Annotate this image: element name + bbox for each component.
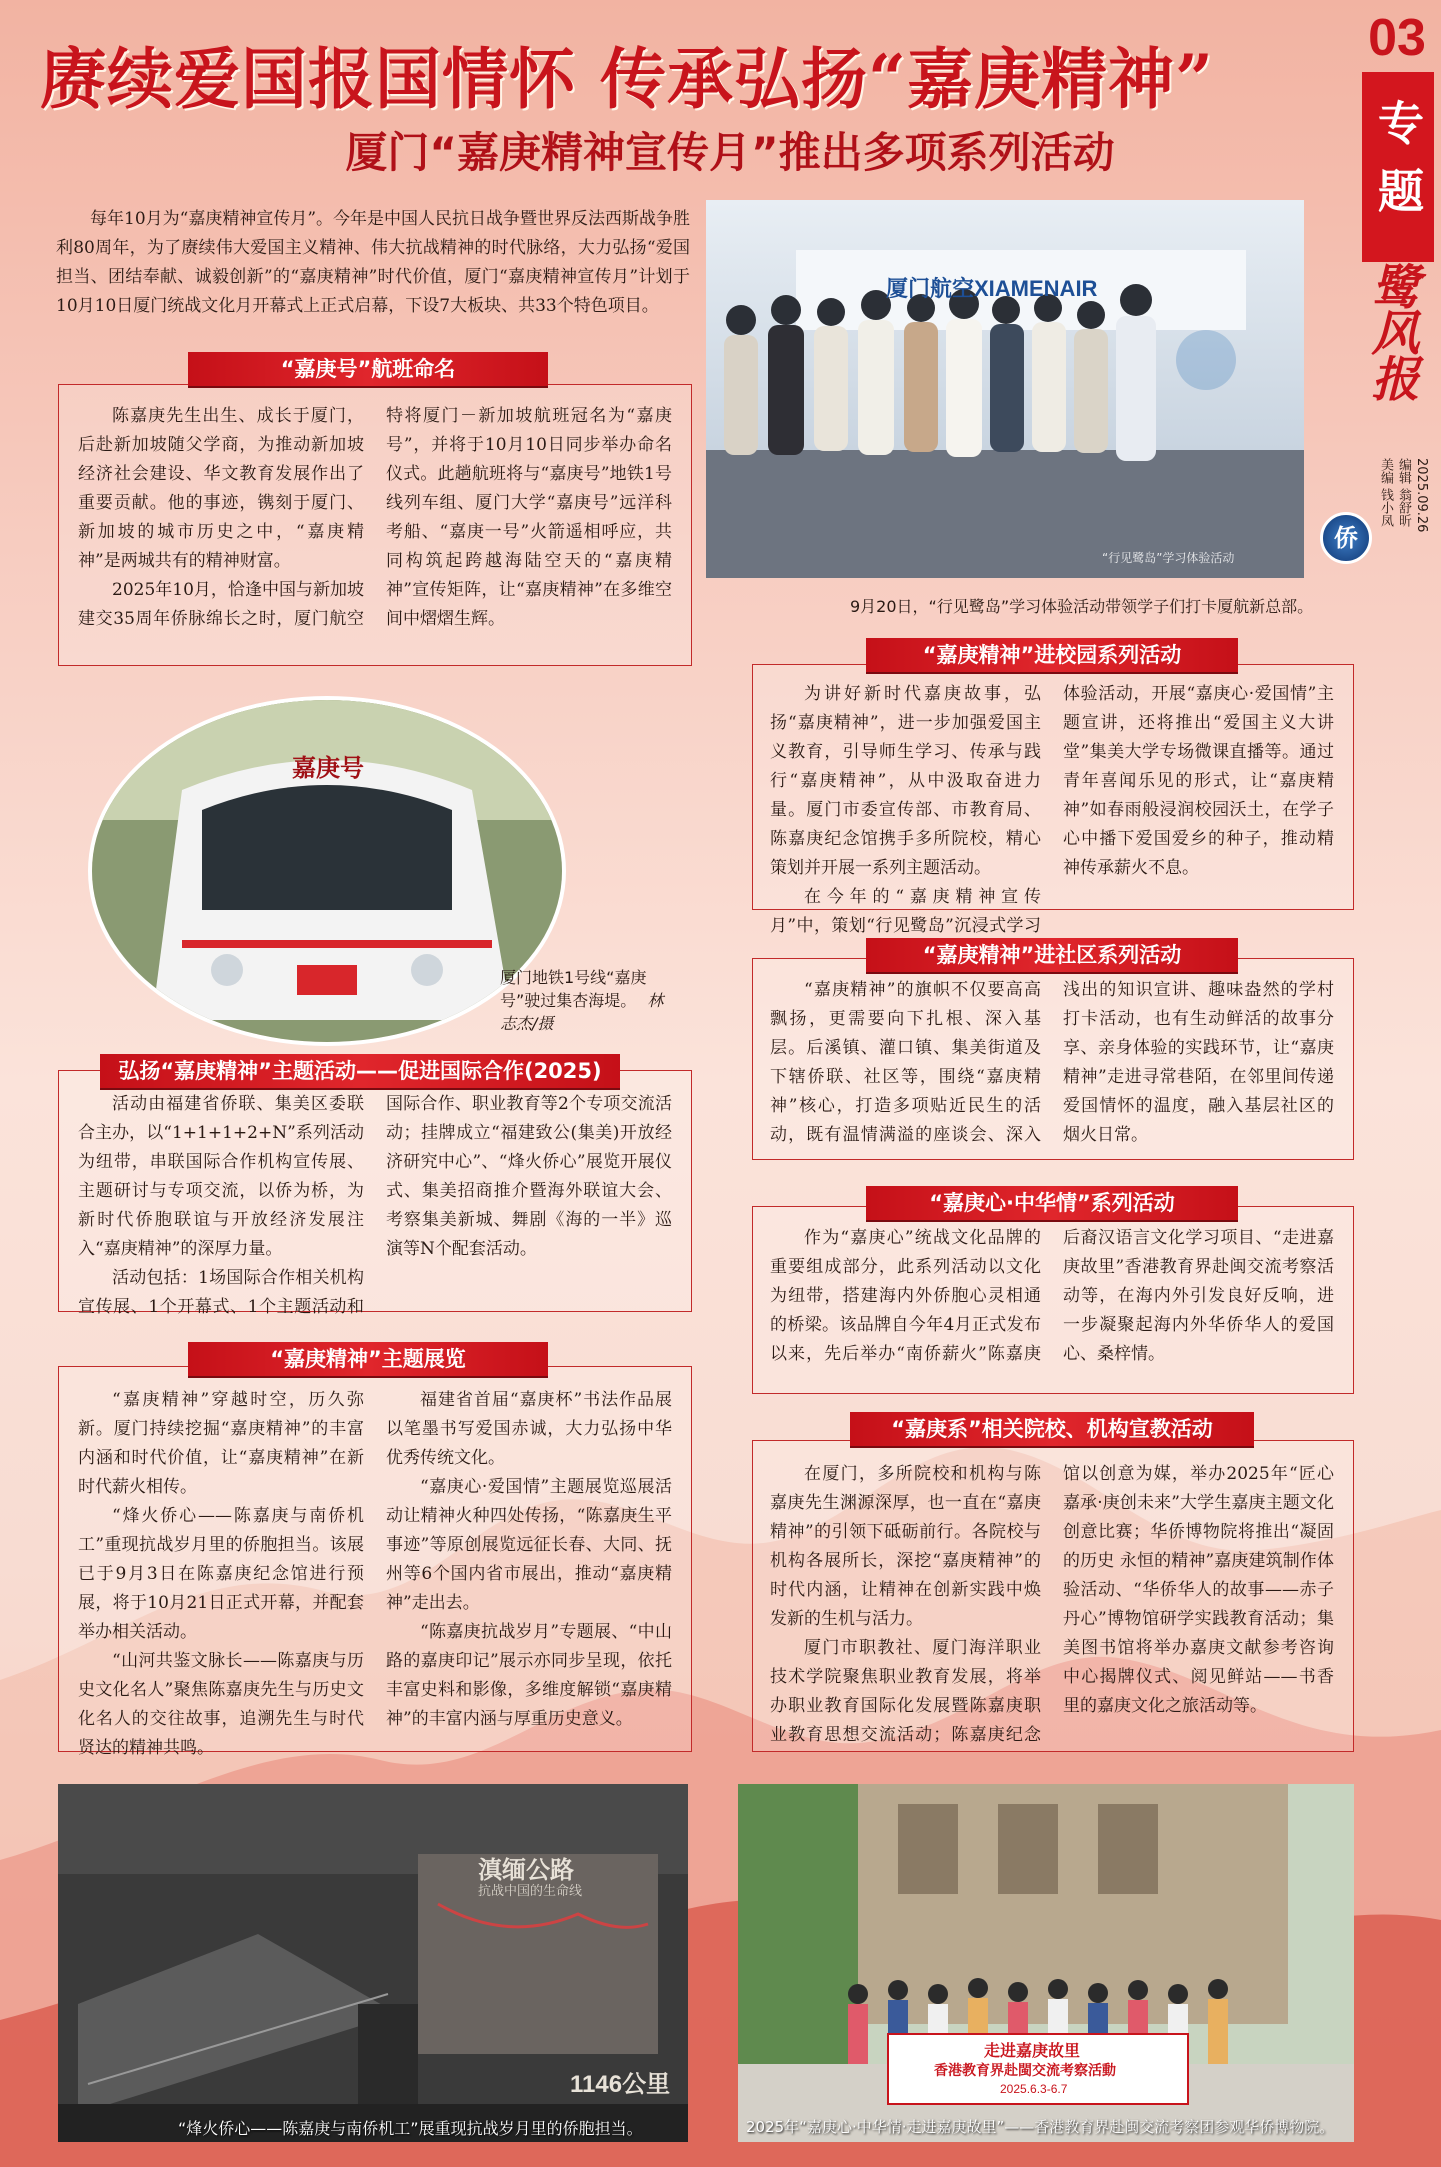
qiao-emblem-icon: 侨 xyxy=(1320,512,1372,564)
section-institutions-text xyxy=(770,1460,1334,1750)
community-paragraph-1: “嘉庚精神”的旗帜不仅要高高飘扬，更需要向下扎根、深入基层。后溪镇、灌口镇、集美街道及下辖侨联、社区等，围绕“嘉庚精神”核心，打造多项贴近民生的活动，既有温情满溢的座谈会、深入浅出的知识宣讲、趣味盎然的学村打卡活动，也有生动鲜活的故事分享、亲身体验的实践环节，让“嘉庚精神”走进寻常巷陌，在邻里间传递爱国情怀的温度，融入基层社区的烟火日常。 xyxy=(770,980,1334,1145)
banner-date: 2025.6.3-6.7 xyxy=(1000,2082,1068,2096)
xiamenair-caption: 9月20日，“行见鹭岛”学习体验活动带领学子们打卡厦航新总部。 xyxy=(850,597,1314,616)
flight-paragraph-2: 2025年10月，恰逢中国与新加坡建交35周年侨脉绵长之时，厦门航空特将厦门－新加坡航班冠名为“嘉庚号”，并将于10月10日同步举办命名仪式。此趟航班将与“嘉庚号”地铁1号线列车组、厦门大学“嘉庚号”远洋科考船、“嘉庚一号”火箭遥相呼应，共同构筑起跨越海陆空天的“嘉庚精神”宣传矩阵，让“嘉庚精神”在多维空间中熠熠生辉。 xyxy=(78,406,672,629)
credits xyxy=(1378,458,1430,688)
xiamenair-wall-text: 厦门航空XIAMENAIR xyxy=(886,276,1098,301)
section-flight-text xyxy=(78,402,672,634)
section-label: 专题 xyxy=(1362,72,1434,262)
exhibition-wall-sub: 抗战中国的生命线 xyxy=(478,1884,583,1899)
section-community-title: “嘉庚精神”进社区系列活动 xyxy=(866,938,1238,972)
campus-paragraph-2: 在今年的“嘉庚精神宣传月”中，策划“行见鹭岛”沉浸式学习体验活动，开展“嘉庚心·爱国情”主题宣讲，还将推出“爱国主义大讲堂”集美大学专场微课直播等。通过青年喜闻乐见的形式，让“嘉庚精神”如春雨般浸润校园沃土，在学子心中播下爱国爱乡的种子，推动精神传承薪火不息。 xyxy=(770,684,1334,936)
exhibit-paragraph-5: “嘉庚心·爱国情”主题展览巡展活动让精神火种四处传扬，“陈嘉庚生平事迹”等原创展览远征长春、大同、抚州等6个国内省市展出，推动“嘉庚精神”走出去。 xyxy=(386,1477,672,1613)
coop-paragraph-1: 活动由福建省侨联、集美区委联合主办，以“1+1+1+2+N”系列活动为纽带，串联国际合作机构宣传展、主题研讨与专项交流，以侨为桥，为新时代侨胞联谊与开放经济发展注入“嘉庚精神”的深厚力量。 xyxy=(78,1094,364,1259)
group-caption: 2025年“嘉庚心·中华情·走进嘉庚故里”——香港教育界赴闽交流考察团参观华侨博物院。 xyxy=(746,2118,1335,2136)
section-campus-title: “嘉庚精神”进校园系列活动 xyxy=(866,638,1238,672)
section-heart-text xyxy=(770,1224,1334,1369)
banner-line-2: 香港教育界赴閩交流考察活動 xyxy=(934,2063,1116,2079)
metro-photo xyxy=(88,696,566,1046)
xiamenair-photo-art xyxy=(706,200,1304,578)
exhibit-paragraph-4: 福建省首届“嘉庚杯”书法作品展以笔墨书写爱国赤诚，大力弘扬中华优秀传统文化。 xyxy=(386,1390,672,1468)
editor-credit: 编辑 翁舒昕 xyxy=(1396,458,1411,528)
paper-logo: 鹭风报 xyxy=(1363,262,1419,400)
exhibition-distance: 1146公里 xyxy=(570,2071,671,2098)
photo-overlay-text: “行见鹭岛”学习体验活动 xyxy=(1102,551,1235,565)
subheadline: 厦门“嘉庚精神宣传月”推出多项系列活动 xyxy=(345,128,1115,177)
page-number: 03 xyxy=(1368,9,1426,67)
banner-line-1: 走进嘉庚故里 xyxy=(984,2041,1081,2060)
section-community-text xyxy=(770,976,1334,1150)
exhibit-paragraph-2: “烽火侨心——陈嘉庚与南侨机工”重现抗战岁月里的侨胞担当。该展已于9月3日在陈嘉庚纪念馆进行预展，将于10月21日正式开幕，并配套举办相关活动。 xyxy=(78,1506,364,1642)
art-editor-credit: 美编 钱小凤 xyxy=(1378,458,1393,528)
section-exhibit-title: “嘉庚精神”主题展览 xyxy=(188,1342,548,1376)
exhibition-caption: “烽火侨心——陈嘉庚与南侨机工”展重现抗战岁月里的侨胞担当。 xyxy=(178,2119,643,2138)
group-photo xyxy=(738,1784,1354,2142)
metro-caption-block xyxy=(500,966,670,1035)
section-coop-text xyxy=(78,1090,672,1322)
overlay-text xyxy=(1102,550,1234,565)
exhibit-paragraph-6: “陈嘉庚抗战岁月”专题展、“中山路的嘉庚印记”展示亦同步呈现，依托丰富史料和影像，多维度解锁“嘉庚精神”的丰富内涵与厚重历史意义。 xyxy=(386,1622,672,1729)
campus-paragraph-1: 为讲好新时代嘉庚故事，弘扬“嘉庚精神”，进一步加强爱国主义教育，引导师生学习、传承与践行“嘉庚精神”，从中汲取奋进力量。厦门市委宣传部、市教育局、陈嘉庚纪念馆携手多所院校，精心策划并开展一系列主题活动。 xyxy=(770,684,1041,878)
heart-paragraph-1: 作为“嘉庚心”统战文化品牌的重要组成部分，此系列活动以文化为纽带，搭建海内外侨胞心灵相通的桥梁。该品牌自今年4月正式发布以来，先后举办“南侨薪火”陈嘉庚后裔汉语言文化学习项目、“走进嘉庚故里”香港教育界赴闽交流考察活动等，在海内外引发良好反响，进一步凝聚起海内外华侨华人的爱国心、桑梓情。 xyxy=(770,1228,1334,1364)
section-coop-title: 弘扬“嘉庚精神”主题活动——促进国际合作(2025) xyxy=(100,1054,620,1088)
institutions-paragraph-1: 在厦门，多所院校和机构与陈嘉庚先生渊源深厚，也一直在“嘉庚精神”的引领下砥砺前行。各院校与机构各展所长，深挖“嘉庚精神”的时代内涵，让精神在创新实践中焕发新的生机与活力。 xyxy=(770,1464,1041,1629)
xiamenair-photo xyxy=(706,200,1304,578)
section-exhibit-text xyxy=(78,1386,672,1763)
metro-photographer: 林志杰/摄 xyxy=(500,991,664,1033)
issue-date: 2025.09.26 xyxy=(1414,458,1429,533)
headline: 赓续爱国报国情怀 传承弘扬“嘉庚精神” xyxy=(40,40,1214,118)
exhibit-paragraph-1: “嘉庚精神”穿越时空，历久弥新。厦门持续挖掘“嘉庚精神”的丰富内涵和时代价值，让“嘉庚精神”在新时代薪火相传。 xyxy=(78,1390,364,1497)
section-flight-title: “嘉庚号”航班命名 xyxy=(188,352,548,386)
intro-text xyxy=(56,205,690,321)
section-institutions-title: “嘉庚系”相关院校、机构宣教活动 xyxy=(850,1412,1254,1446)
metro-caption: 厦门地铁1号线“嘉庚号”驶过集杏海堤。 xyxy=(500,968,647,1010)
section-campus-text xyxy=(770,680,1334,941)
exhibit-paragraph-3: “山河共鉴文脉长——陈嘉庚与历史文化名人”聚焦陈嘉庚先生与历史文化名人的交往故事，追溯先生与时代贤达的精神共鸣。 xyxy=(78,1651,364,1758)
institutions-paragraph-2: 厦门市职教社、厦门海洋职业技术学院聚焦职业教育发展，将举办职业教育国际化发展暨陈嘉庚职业教育思想交流活动；陈嘉庚纪念馆以创意为媒，举办2025年“匠心嘉承·庚创未来”大学生嘉庚主题文化创意比赛；华侨博物院将推出“凝固的历史 永恒的精神”嘉庚建筑制作体验活动、“华侨华人的故事——赤子丹心”博物馆研学实践教育活动；集美图书馆将举办嘉庚文献参考咨询中心揭牌仪式、阅见鲜站——书香里的嘉庚文化之旅活动等。 xyxy=(770,1464,1334,1745)
exhibition-photo xyxy=(58,1784,688,2142)
metro-train-label: 嘉庚号 xyxy=(292,753,364,782)
intro-paragraph: 每年10月为“嘉庚精神宣传月”。今年是中国人民抗日战争暨世界反法西斯战争胜利80周年，为了赓续伟大爱国主义精神、伟大抗战精神的时代脉络，大力弘扬“爱国担当、团结奉献、诚毅创新”的“嘉庚精神”时代价值，厦门“嘉庚精神宣传月”计划于10月10日厦门统战文化月开幕式上正式启幕，下设7大板块、共33个特色项目。 xyxy=(56,209,691,316)
coop-paragraph-2: 活动包括：1场国际合作相关机构宣传展、1个开幕式、1个主题活动和国际合作、职业教育等2个专项交流活动；挂牌成立“福建致公(集美)开放经济研究中心”、“烽火侨心”展览开展仪式、集美招商推介暨海外联谊大会、考察集美新城、舞剧《海的一半》巡演等N个配套活动。 xyxy=(78,1094,672,1317)
flight-paragraph-1: 陈嘉庚先生出生、成长于厦门，后赴新加坡随父学商，为推动新加坡经济社会建设、华文教育发展作出了重要贡献。他的事迹，镌刻于厦门、新加坡的城市历史之中，“嘉庚精神”是两城共有的精神财富。 xyxy=(78,406,364,571)
section-heart-title: “嘉庚心·中华情”系列活动 xyxy=(866,1186,1238,1220)
exhibition-wall-title: 滇缅公路 xyxy=(478,1856,574,1884)
